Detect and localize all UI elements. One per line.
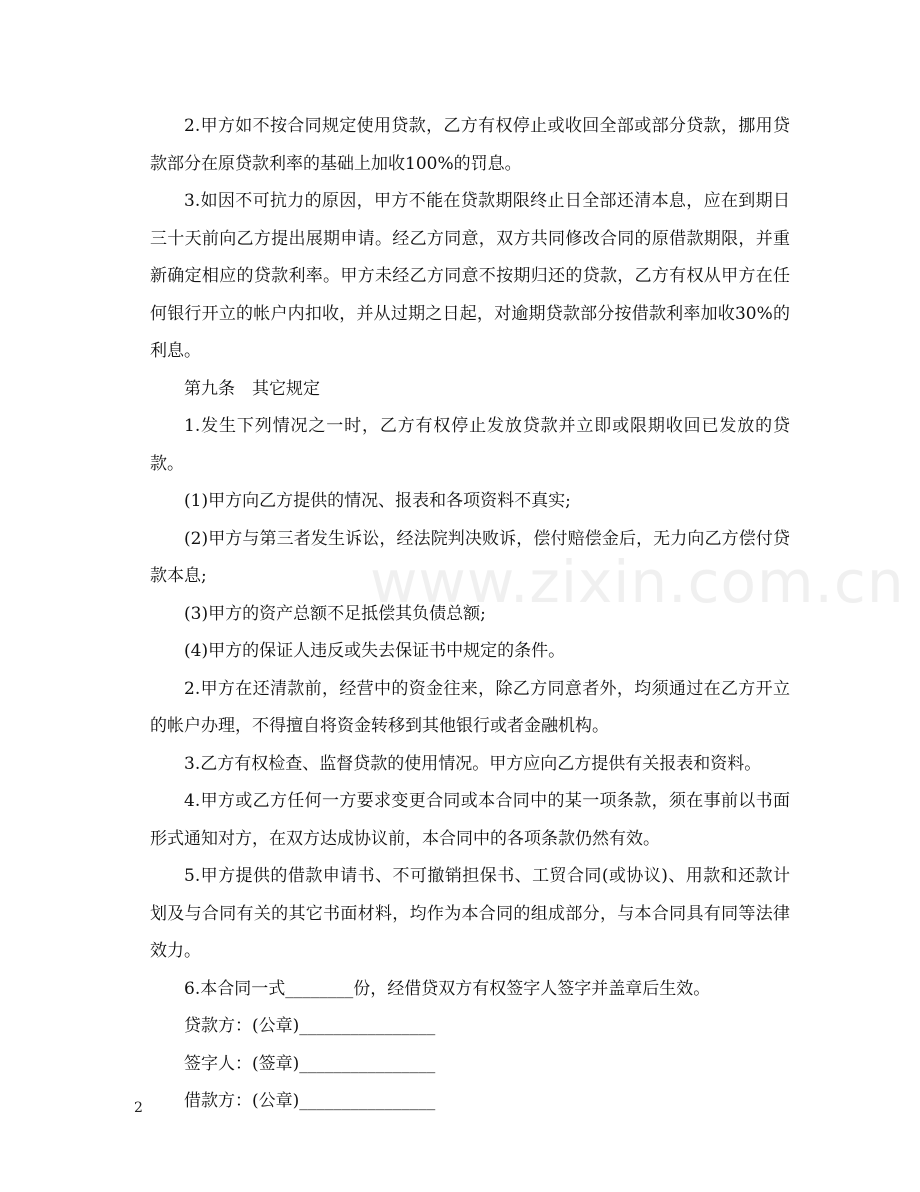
condition-2-litigation: (2)甲方与第三者发生诉讼，经法院判决败诉，偿付赔偿金后，无力向乙方偿付贷款本息; bbox=[150, 528, 790, 586]
clause-9-1-stop-lending: 1.发生下列情况之一时，乙方有权停止发放贷款并立即或限期收回已发放的贷款。 bbox=[150, 416, 790, 474]
contract-body bbox=[150, 108, 790, 1121]
clause-2-penalty-interest: 2.甲方如不按合同规定使用贷款，乙方有权停止或收回全部或部分贷款，挪用贷款部分在原贷款利率的基础上加收100%的罚息。 bbox=[150, 116, 790, 174]
signatory-line: 签字人：(签章)________________ bbox=[184, 1053, 436, 1074]
clause-9-4-amendments: 4.甲方或乙方任何一方要求变更合同或本合同中的某一项条款，须在事前以书面形式通知对方，在双方达成协议前，本合同中的各项条款仍然有效。 bbox=[150, 791, 790, 849]
condition-3-insufficient-assets: (3)甲方的资产总额不足抵偿其负债总额; bbox=[184, 603, 486, 624]
page-number: 2 bbox=[134, 1100, 143, 1116]
condition-4-guarantor-breach: (4)甲方的保证人违反或失去保证书中规定的条件。 bbox=[184, 641, 566, 661]
clause-9-2-account-management: 2.甲方在还清款前，经营中的资金往来，除乙方同意者外，均须通过在乙方开立的帐户办理，不得擅自将资金转移到其他银行或者金融机构。 bbox=[150, 678, 790, 736]
watermark: www.zixin.com.cn bbox=[370, 548, 905, 616]
condition-1-false-information: (1)甲方向乙方提供的情况、报表和各项资料不真实; bbox=[184, 491, 571, 511]
clause-9-6-copies-and-effectiveness: 6.本合同一式________份，经借贷双方有权签字人签字并盖章后生效。 bbox=[184, 978, 711, 999]
clause-3-force-majeure-extension: 3.如因不可抗力的原因，甲方不能在贷款期限终止日全部还清本息，应在到期日三十天前向乙方提出展期申请。经乙方同意，双方共同修改合同的原借款期限，并重新确定相应的贷款利率。甲方未经乙方同意不按期归还的贷款，乙方有权从甲方在任何银行开立的帐户内扣收，并从过期之日起，对逾期贷款部分按借款利率加收30%的利息。 bbox=[150, 191, 790, 361]
borrower-seal-line: 借款方：(公章)________________ bbox=[184, 1091, 436, 1111]
clause-9-3-supervision: 3.乙方有权检查、监督贷款的使用情况。甲方应向乙方提供有关报表和资料。 bbox=[184, 753, 762, 774]
clause-9-5-supporting-documents: 5.甲方提供的借款申请书、不可撤销担保书、工贸合同(或协议)、用款和还款计划及与合同有关的其它书面材料，均作为本合同的组成部分，与本合同具有同等法律效力。 bbox=[150, 866, 790, 961]
article-9-heading: 第九条 其它规定 bbox=[184, 378, 320, 399]
lender-seal-line: 贷款方：(公章)________________ bbox=[184, 1016, 436, 1036]
